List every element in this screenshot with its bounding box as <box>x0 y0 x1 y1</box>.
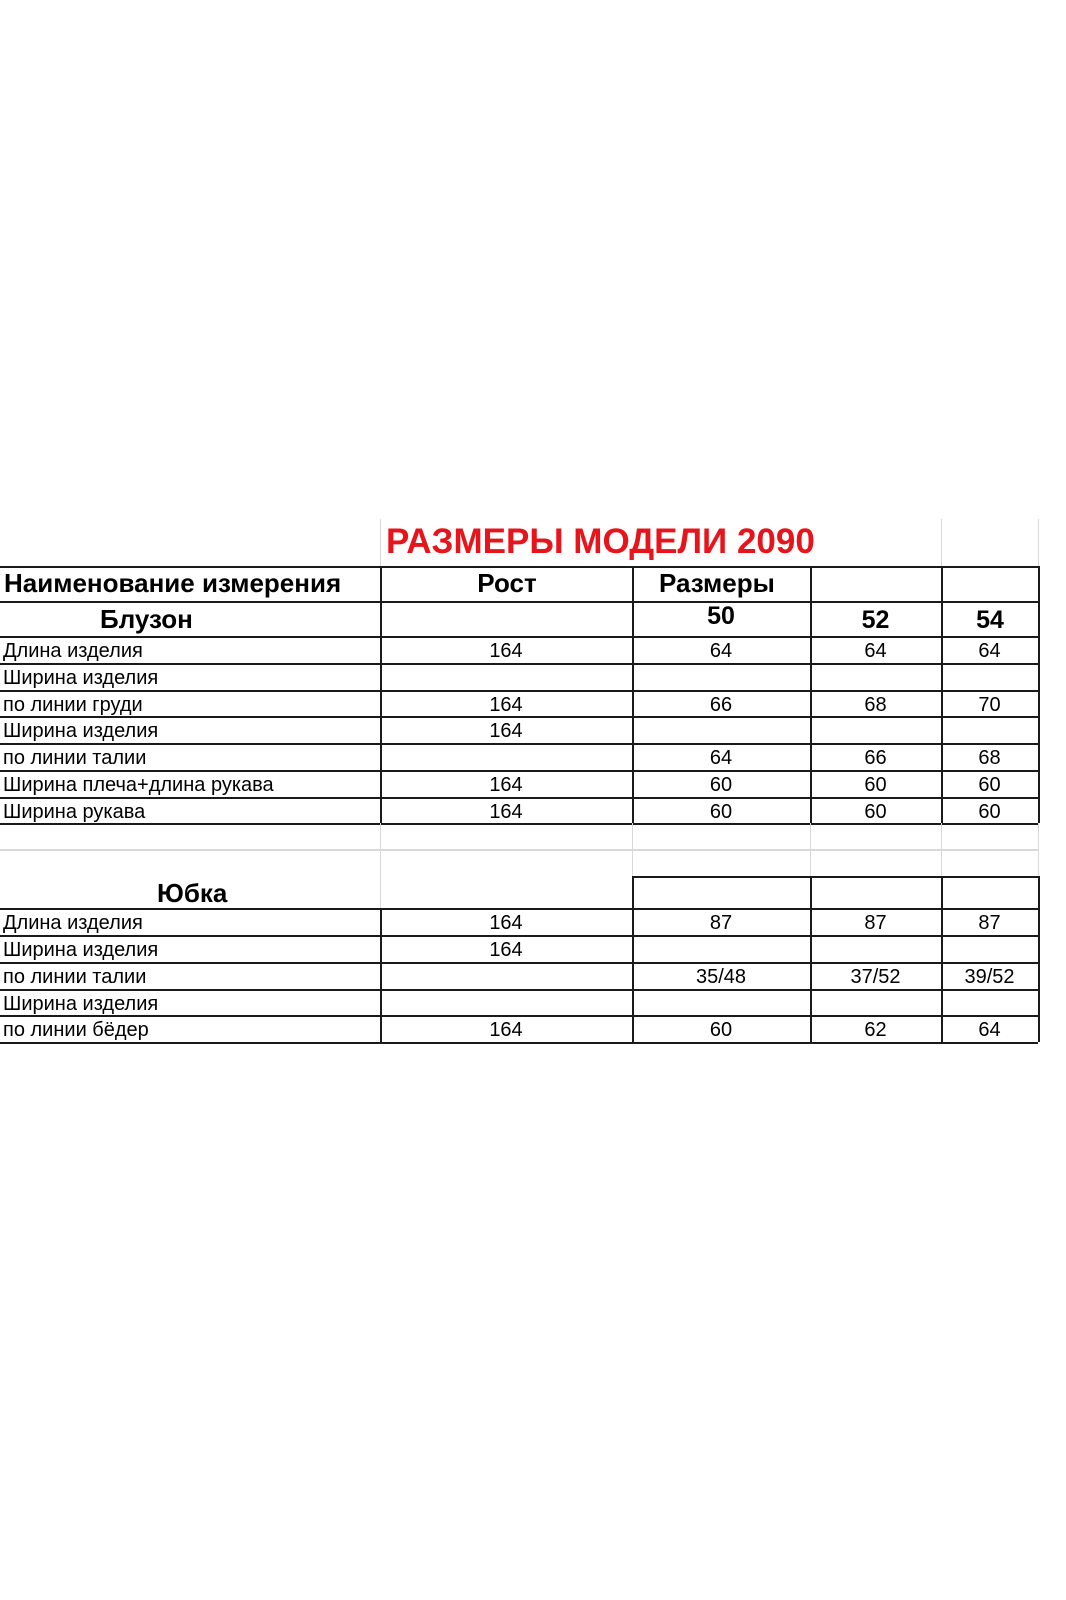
row-value-size-54: 64 <box>978 1019 1001 1041</box>
grid-line <box>810 876 812 908</box>
grid-line <box>0 823 1038 825</box>
header-measurement: Наименование измерения <box>4 568 342 598</box>
grid-line <box>0 908 1038 910</box>
row-value-size-52: 66 <box>864 747 887 769</box>
row-label: по линии талии <box>3 966 147 988</box>
row-value-size-50: 87 <box>709 912 733 934</box>
grid-line <box>0 663 1038 665</box>
grid-line <box>632 823 633 876</box>
size-52: 52 <box>861 606 890 634</box>
row-label: Ширина изделия <box>3 667 159 689</box>
row-value-size-54: 60 <box>978 801 1001 823</box>
row-label: Длина изделия <box>3 912 143 934</box>
grid-line <box>1038 519 1039 566</box>
row-label: по линии талии <box>3 747 147 769</box>
row-label: по линии груди <box>3 694 143 716</box>
row-height: 164 <box>489 694 523 716</box>
row-value-size-52: 60 <box>864 801 887 823</box>
grid-line <box>1038 908 1040 1042</box>
row-value-size-52: 68 <box>864 694 887 716</box>
grid-line <box>0 1015 1038 1017</box>
grid-line <box>0 849 1038 851</box>
grid-line <box>810 823 811 876</box>
row-label: Ширина изделия <box>3 720 159 742</box>
row-value-size-54: 60 <box>978 774 1001 796</box>
grid-line <box>0 601 1038 603</box>
row-label: Длина изделия <box>3 640 143 662</box>
section-title-blouse: Блузон <box>100 604 193 634</box>
row-height: 164 <box>489 640 523 662</box>
grid-line <box>1038 823 1039 876</box>
grid-line <box>380 519 381 566</box>
grid-line <box>0 716 1038 718</box>
grid-line <box>0 962 1038 964</box>
grid-line <box>1038 566 1040 823</box>
header-height: Рост <box>477 568 537 598</box>
row-height: 164 <box>489 801 523 823</box>
row-height: 164 <box>489 939 523 961</box>
row-label: Ширина рукава <box>3 801 146 823</box>
row-value-size-50: 64 <box>709 747 733 769</box>
row-label: по линии бёдер <box>3 1019 149 1041</box>
grid-line <box>1038 876 1040 908</box>
row-value-size-52: 62 <box>864 1019 887 1041</box>
grid-line <box>0 743 1038 745</box>
grid-line <box>0 636 1038 638</box>
grid-line <box>380 823 381 876</box>
grid-line <box>632 876 1038 878</box>
row-value-size-52: 37/52 <box>850 966 901 988</box>
row-value-size-52: 60 <box>864 774 887 796</box>
grid-line <box>0 690 1038 692</box>
grid-line <box>0 770 1038 772</box>
grid-line <box>0 935 1038 937</box>
grid-line <box>0 797 1038 799</box>
grid-line <box>941 519 942 566</box>
row-value-size-54: 70 <box>978 694 1001 716</box>
row-value-size-50: 66 <box>709 694 733 716</box>
row-height: 164 <box>489 1019 523 1041</box>
row-value-size-52: 64 <box>864 640 887 662</box>
row-value-size-52: 87 <box>864 912 887 934</box>
row-height: 164 <box>489 720 523 742</box>
row-height: 164 <box>489 774 523 796</box>
grid-line <box>941 876 943 908</box>
grid-line <box>380 876 381 908</box>
row-value-size-50: 35/48 <box>695 966 747 988</box>
size-50: 50 <box>707 602 735 630</box>
row-value-size-54: 87 <box>978 912 1001 934</box>
row-height: 164 <box>489 912 523 934</box>
size-54: 54 <box>976 606 1004 634</box>
row-value-size-54: 64 <box>978 640 1001 662</box>
row-label: Ширина плеча+длина рукава <box>3 774 274 796</box>
grid-line <box>941 823 942 876</box>
row-value-size-50: 60 <box>709 1019 733 1041</box>
row-value-size-50: 60 <box>709 801 733 823</box>
page-title: РАЗМЕРЫ МОДЕЛИ 2090 <box>386 522 815 561</box>
grid-line <box>0 1042 1038 1044</box>
section-title-skirt: Юбка <box>157 878 228 908</box>
row-value-size-50: 64 <box>709 640 733 662</box>
header-sizes: Размеры <box>659 568 775 598</box>
row-label: Ширина изделия <box>3 993 159 1015</box>
row-label: Ширина изделия <box>3 939 159 961</box>
grid-line <box>0 989 1038 991</box>
row-value-size-54: 68 <box>978 747 1001 769</box>
row-value-size-54: 39/52 <box>964 966 1015 988</box>
grid-line <box>632 876 634 908</box>
row-value-size-50: 60 <box>709 774 733 796</box>
